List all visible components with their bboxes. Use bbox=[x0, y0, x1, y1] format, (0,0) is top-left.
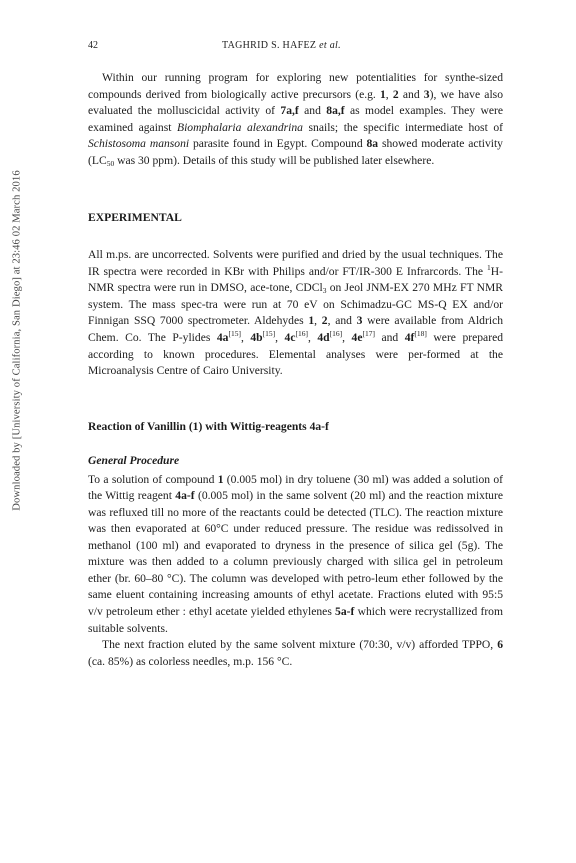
text: The next fraction eluted by the same solvent mixture (70:30, v/v) afforded TPPO, bbox=[102, 638, 498, 652]
text: (0.005 mol) in the same solvent (20 ml) and the reaction mixture was refluxed till no more of the reactants could be detected (TLC). The reaction mixture was then evaporated at 60°C under reduced pressure. The residue was redissolved in methanol (100 ml) and evaporated to dryness in the presence of silica gel (5g). The mixture was then added to a column previously charged with silica gel in petroleum ether (br. 60–80 °C). The column was developed with petro-leum ether followed by the same eluent containing increasing amounts of ethyl acetate. Fractions eluted with 95:5 v/v petroleum ether : ethyl acetate yielded ethylenes bbox=[88, 489, 503, 619]
text: All m.ps. are uncorrected. Solvents were purified and dried by the usual techniques. The IR spectra were recorded in KBr with Philips and/or FT/IR-300 E Infrarcords. The bbox=[88, 248, 503, 278]
text: , bbox=[275, 331, 285, 345]
text: , bbox=[240, 331, 251, 345]
ylide-ref: 4f bbox=[404, 331, 415, 345]
citation: [18] bbox=[414, 329, 427, 339]
text: on Jeol JNM-EX 270 MHz FT NMR system. The mass spec-tra were run at 70 eV on Schimadzu-GC MS-Q EX and/or Finnigan SSQ 7000 spectrometer. Aldehydes bbox=[88, 281, 503, 328]
text: and bbox=[374, 331, 405, 345]
text: and bbox=[298, 104, 327, 118]
experimental-heading: EXPERIMENTAL bbox=[88, 211, 182, 225]
page-body bbox=[88, 70, 503, 670]
text: was 30 ppm). Details of this study will be published later elsewhere. bbox=[114, 153, 435, 167]
text: were available from Aldrich Chem. Co. The P-ylides bbox=[88, 314, 504, 345]
citation: [15] bbox=[228, 329, 241, 339]
citation: [15] bbox=[262, 329, 276, 339]
text: (0.005 mol) in dry toluene (30 ml) was added a solution of the Wittig reagent bbox=[88, 472, 503, 503]
text: , bbox=[342, 331, 352, 345]
text: were prepared according to known procedures. Elemental analyses were per-formed at the Microanalysis Centre of Cairo University. bbox=[88, 331, 504, 378]
text: and bbox=[398, 87, 424, 101]
text: ), we have also evaluated the molluscicidal activity of bbox=[88, 87, 503, 118]
text: (ca. 85%) as colorless needles, m.p. 156 °C. bbox=[88, 654, 293, 668]
citation: [16] bbox=[295, 329, 308, 339]
download-watermark bbox=[10, 50, 24, 630]
reaction-heading: Reaction of Vanillin (1) with Wittig-reagents 4a-f bbox=[88, 419, 329, 433]
ylide-ref: 4b bbox=[250, 331, 263, 345]
species-name: Biomphalaria alexandrina bbox=[177, 120, 303, 134]
compound-ref: 2 bbox=[321, 314, 328, 328]
compound-ref: 1 bbox=[380, 87, 386, 101]
text: which were recrystallized from suitable solvents. bbox=[88, 605, 503, 635]
text: parasite found in Egypt. Compound bbox=[189, 137, 367, 151]
text: , bbox=[314, 314, 322, 328]
citation: [16] bbox=[329, 329, 343, 339]
text: showed moderate activity (LC bbox=[88, 137, 503, 167]
compound-ref: 1 bbox=[308, 314, 315, 328]
text: snails; the specific intermediate host of bbox=[302, 120, 503, 134]
text: as model examples. They were examined against bbox=[88, 104, 503, 134]
intro-paragraph bbox=[88, 70, 503, 169]
ylide-ref: 4a bbox=[216, 331, 229, 345]
page-number: 42 bbox=[88, 40, 98, 51]
running-head-authors: TAGHRID S. HAFEZ bbox=[222, 40, 317, 51]
compound-ref: 3 bbox=[356, 314, 363, 328]
compound-ref: 3 bbox=[423, 87, 430, 101]
compound-ref: 7a,f bbox=[280, 104, 299, 118]
subscript: 3 bbox=[322, 286, 327, 296]
text: , and bbox=[327, 314, 357, 328]
general-procedure-heading: General Procedure bbox=[88, 453, 180, 467]
ylide-ref: 4c bbox=[284, 331, 296, 345]
tppo-paragraph bbox=[88, 637, 503, 670]
procedure-paragraph bbox=[88, 472, 503, 637]
compound-ref: 1 bbox=[217, 472, 224, 486]
ylide-ref: 4e bbox=[351, 331, 363, 345]
experimental-paragraph bbox=[88, 247, 503, 379]
compound-ref: 2 bbox=[392, 87, 399, 101]
watermark-text: Downloaded by [University of California, San Diego] at 23:46 02 March 2016 bbox=[11, 169, 23, 511]
compound-ref: 8a bbox=[366, 137, 379, 151]
compound-ref: 6 bbox=[497, 638, 503, 652]
text: H-NMR spectra were run in DMSO, ace-tone, CDCl bbox=[88, 264, 503, 295]
subscript: 50 bbox=[106, 158, 115, 168]
running-head bbox=[222, 40, 341, 51]
text: , bbox=[307, 331, 318, 345]
compound-ref: 8a,f bbox=[326, 104, 345, 118]
compound-ref: 4a-f bbox=[175, 489, 195, 503]
text: , bbox=[385, 87, 393, 101]
text: Within our running program for exploring new potentialities for synthe-sized compounds derived from biologically active precursors (e.g. bbox=[88, 71, 503, 101]
running-head-etal: et al. bbox=[319, 40, 341, 51]
superscript: 1 bbox=[487, 262, 491, 272]
citation: [17] bbox=[362, 329, 375, 339]
compound-ref: 5a-f bbox=[335, 605, 355, 619]
text: To a solution of compound bbox=[88, 472, 218, 486]
species-name: Schistosoma mansoni bbox=[88, 137, 190, 151]
ylide-ref: 4d bbox=[317, 331, 330, 345]
